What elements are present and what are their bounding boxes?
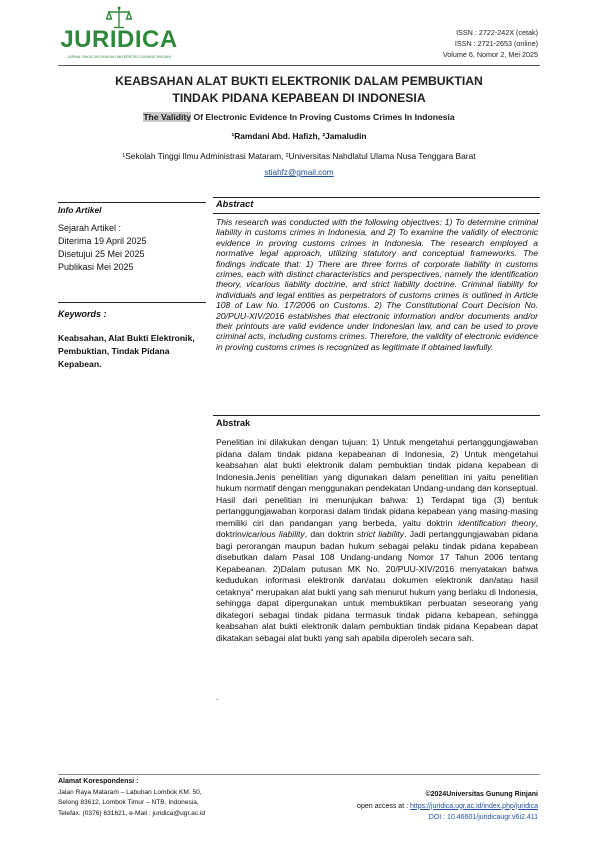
- published-date: Publikasi Mei 2025: [58, 262, 134, 272]
- approved-date: Disetujui 25 Mei 2025: [58, 249, 145, 259]
- open-access-label: open access at :: [357, 802, 410, 810]
- article-title: [58, 73, 540, 107]
- abstract-heading: Abstract: [216, 199, 254, 209]
- header-divider: [58, 65, 540, 66]
- issn-print: ISSN : 2722-242X (cetak): [456, 28, 538, 37]
- address-line-3: Telefax. (0376) 631621, e-Mail : juridica@ugr.ac.id: [58, 809, 206, 817]
- affiliations: ¹Sekolah Tinggi Ilmu Administrasi Mataram, ²Universitas Nahdlatul Ulama Nusa Tenggara Barat: [122, 151, 476, 161]
- article-history: [58, 222, 147, 274]
- footer-publication-info: [357, 789, 538, 824]
- issn-block: [443, 27, 538, 60]
- abstract-heading-divider: [213, 213, 540, 214]
- doi[interactable]: DOI : 10.46601/juridicaugr.v6i2.411: [428, 814, 538, 821]
- issn-online: ISSN : 2721-2653 (online): [454, 39, 538, 48]
- copyright: ©2024Universitas Gunung Rinjani: [425, 791, 538, 798]
- abstrak-part-2: , doktrin: [216, 517, 538, 539]
- correspondence-address: [58, 777, 205, 819]
- abstract-top-divider: [213, 197, 540, 198]
- term-vicarious-liability: vicarious liability: [241, 529, 305, 539]
- logo-subtext: JURNAL FAKULTAS HUKUM UNIVERSITAS GUNUNG RINJANI: [67, 55, 171, 59]
- abstrak-heading: Abstrak: [216, 418, 251, 428]
- open-access-line: [357, 801, 538, 813]
- abstract-body: This research was conducted with the following objectives: 1) To determine criminal liability in customs crimes in Indonesia, and 2) To examine the validity of electronic evidence in proving customs crimes in Indonesia. The research employed a normative legal approach, utilizing statutory and conceptual frameworks. The findings indicate that: 1) There are three forms of corporate liability in customs crimes, each with distinct characteristics and perspectives, namely the identification theory, vicarious liability doctrine, and strict liability doctrine. Criminal liability for individuals and legal entities as perpetrators of customs crimes is outlined in Article 108 of Law No. 17/2006 on Customs. 2) The Constitutional Court Decision No. 20/PUU-XIV/2016 establishes that electronic information and/or documents and/or their printouts are valid evidence under Indonesian law, and can be used to prove criminal acts, including customs crimes. Therefore, the validity of electronic evidence in proving customs crimes is recognized as legitimate if obtained lawfully.: [216, 217, 538, 352]
- abstrak-part-4: . Jadi pertanggungjawaban pidana bagi perorangan maupun badan hukum sebagai pelaku tindak pidana kepabean disebutkan dalam Pasal 108 Undang-undang Nomor 17 Tahun 2006 tentang Kepabeanan. 2)Dalam putusan MK No. 20/PUU-XIV/2016 menyatakan bahwa kedudukan informasi elektronik dan/atau dokumen elektronik dan/atau hasil cetaknya" merupakan alat bukti yang sah menurut hukum yang berlaku di Indonesia, sehingga dapat dipergunakan untuk membuktikan perbuatan seseorang yang dikategori sebagai tindak pidana termasuk tindak pidana kebapean, sehingga keabsahan alat bukti elektronik dalam pembuktian tindak pidana Kepabean dapat dikatakan sebagai alat bukti yang sah apabila diperoleh secara sah.: [216, 529, 539, 643]
- title-line-1: KEABSAHAN ALAT BUKTI ELEKTRONIK DALAM PEMBUKTIAN: [115, 74, 483, 88]
- open-access-link[interactable]: https://juridica.ugr.ac.id/index.php/juridica: [409, 802, 538, 810]
- keywords-list: Keabsahan, Alat Bukti Elektronik, Pembuktian, Tindak Pidana Kepabean.: [58, 333, 195, 369]
- keywords-divider: [58, 302, 206, 303]
- received-date: Diterima 19 April 2025: [58, 236, 147, 246]
- journal-logo: [58, 6, 180, 64]
- article-subtitle: [58, 112, 540, 122]
- keywords-heading: Keywords :: [58, 309, 107, 319]
- abstrak-body: [216, 437, 538, 644]
- volume-info: Volume 6, Nomor 2, Mei 2025: [442, 50, 538, 59]
- subtitle-highlight: The Validity: [143, 112, 192, 122]
- correspondence-heading: Alamat Korespondensi :: [58, 778, 139, 785]
- subtitle-rest: Of Electronic Evidence In Proving Customs Crimes In Indonesia: [191, 112, 455, 122]
- info-heading: Info Artikel: [58, 205, 102, 215]
- abstrak-divider: [213, 415, 540, 416]
- trailing-period: .: [216, 692, 219, 702]
- title-line-2: TINDAK PIDANA KEPABEAN DI INDONESIA: [172, 91, 426, 105]
- history-heading: Sejarah Artikel :: [58, 223, 122, 233]
- term-strict-liability: strict liability: [356, 529, 405, 539]
- footer-divider: [58, 774, 540, 775]
- abstrak-part-1: Penelitian ini dilakukan dengan tujuan: 1) Untuk mengetahui pertanggungjawaban pidana dalam tindak pidana kepabeanan di Indonesia, 2) Untuk mengetahui keabsahan alat bukti elektronik dalam pembuktian tindak pidana kepabean di Indonesia.Jenis penelitian yang digunakan dalam penelitian ini yaitu penelitian hukum normatif dengan menggunakan pendekatan Undang-undang dan konseptual. Hasil dari penelitian ini menunjukan bahwa: 1) Terdapat tiga (3) bentuk pertanggungjawaban korporasi dalam tindak pidana kepabean yang masing-masing memiliki ciri dan pandangan yang berbeda, yaitu doktrin: [216, 437, 538, 528]
- author-email-link[interactable]: stiahfz@gmail.com: [264, 168, 334, 177]
- term-identification-theory: identification theory: [458, 517, 536, 528]
- logo-text: JURIDICA: [60, 26, 178, 53]
- address-line-2: Selong 83612, Lombok Timur – NTB, Indonesia,: [58, 799, 199, 807]
- authors: ¹Ramdani Abd. Hafizh, ²Jamaludin: [231, 131, 367, 141]
- info-divider: [58, 202, 206, 203]
- abstrak-part-3: , dan doktrin: [304, 529, 357, 539]
- address-line-1: Jalan Raya Mataram – Labuhan Lombok KM. 50,: [58, 788, 202, 796]
